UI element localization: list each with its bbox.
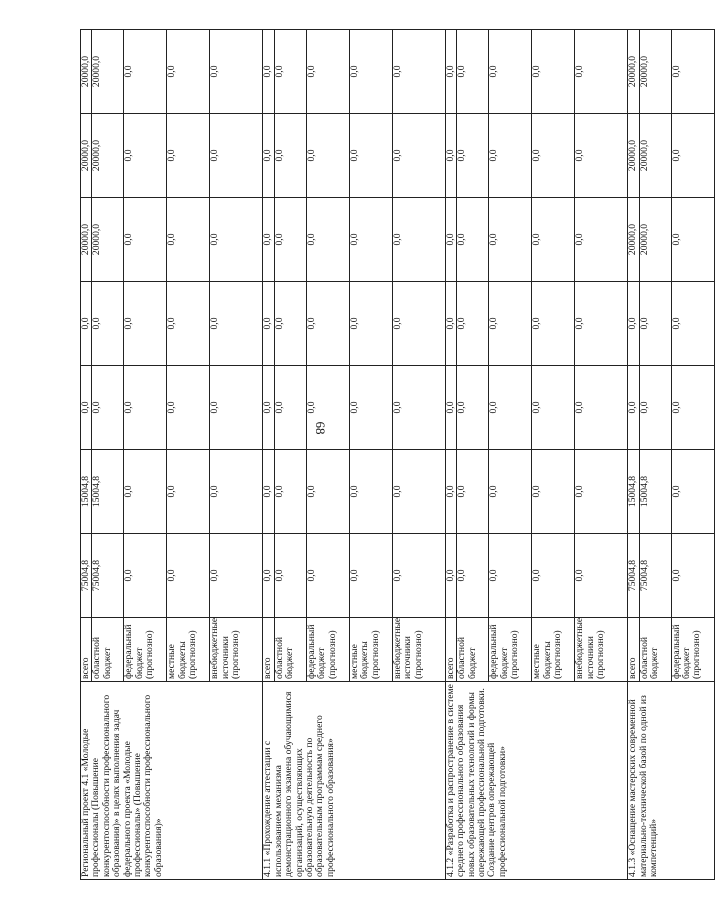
- amount-cell: 0,0: [210, 534, 263, 618]
- amount-cell: 0,0: [124, 450, 167, 534]
- amount-cell: 0,0: [532, 534, 575, 618]
- amount-cell: 0,0: [575, 366, 628, 450]
- amount-cell: 0,0: [489, 534, 532, 618]
- funding-source-cell: федеральный бюджет (прогнозно): [306, 618, 349, 682]
- amount-cell: 0,0: [167, 282, 210, 366]
- amount-cell: 0,0: [532, 198, 575, 282]
- amount-cell: 0,0: [274, 366, 306, 450]
- amount-cell: 0,0: [457, 198, 489, 282]
- amount-cell: 0,0: [628, 282, 639, 366]
- amount-cell: 0,0: [575, 534, 628, 618]
- amount-cell: 0,0: [274, 282, 306, 366]
- amount-cell: 0,0: [263, 114, 274, 198]
- funding-source-cell: областной бюджет: [457, 618, 489, 682]
- amount-cell: 0,0: [349, 198, 392, 282]
- amount-cell: 0,0: [445, 282, 456, 366]
- amount-cell: 0,0: [445, 30, 456, 114]
- amount-cell: 0,0: [274, 198, 306, 282]
- funding-source-cell: всего: [445, 618, 456, 682]
- page-number: 68: [313, 421, 328, 435]
- amount-cell: 75004,8: [628, 534, 639, 618]
- amount-cell: 20000,0: [628, 198, 639, 282]
- amount-cell: 20000,0: [639, 198, 671, 282]
- amount-cell: 0,0: [306, 366, 349, 450]
- amount-cell: 0,0: [639, 282, 671, 366]
- amount-cell: 0,0: [489, 114, 532, 198]
- amount-cell: 20000,0: [639, 114, 671, 198]
- table-row: [628, 30, 639, 880]
- amount-cell: 0,0: [671, 30, 714, 114]
- amount-cell: 0,0: [445, 114, 456, 198]
- project-name-cell: Региональный проект 4.1 «Молодые профессионалы (Повышение конкурентоспособности профессионального образования)» в целях выполнения задач федерального проекта «Молодые профессионалы» (Повышение конкурентоспособности профессионального образования)»: [81, 682, 263, 880]
- amount-cell: 0,0: [210, 30, 263, 114]
- amount-cell: 0,0: [392, 282, 445, 366]
- amount-cell: 20000,0: [81, 198, 92, 282]
- amount-cell: 0,0: [263, 534, 274, 618]
- amount-cell: 0,0: [210, 198, 263, 282]
- amount-cell: 0,0: [349, 30, 392, 114]
- amount-cell: 0,0: [124, 366, 167, 450]
- amount-cell: 0,0: [575, 282, 628, 366]
- amount-cell: 0,0: [392, 114, 445, 198]
- amount-cell: 0,0: [263, 198, 274, 282]
- amount-cell: 0,0: [167, 366, 210, 450]
- amount-cell: 0,0: [671, 282, 714, 366]
- rotated-page-content: [80, 30, 703, 880]
- amount-cell: 0,0: [306, 198, 349, 282]
- amount-cell: 20000,0: [628, 114, 639, 198]
- amount-cell: 0,0: [489, 450, 532, 534]
- amount-cell: 0,0: [210, 450, 263, 534]
- amount-cell: 0,0: [575, 114, 628, 198]
- funding-source-cell: местные бюджеты (прогнозно): [532, 618, 575, 682]
- amount-cell: 0,0: [671, 366, 714, 450]
- amount-cell: 0,0: [124, 534, 167, 618]
- amount-cell: 0,0: [392, 30, 445, 114]
- amount-cell: 0,0: [489, 282, 532, 366]
- amount-cell: 0,0: [263, 282, 274, 366]
- amount-cell: 0,0: [263, 450, 274, 534]
- amount-cell: 0,0: [532, 282, 575, 366]
- amount-cell: 0,0: [457, 114, 489, 198]
- amount-cell: 0,0: [167, 534, 210, 618]
- table-row: [81, 30, 92, 880]
- amount-cell: 0,0: [457, 30, 489, 114]
- amount-cell: 15004,8: [639, 450, 671, 534]
- amount-cell: 15004,8: [81, 450, 92, 534]
- amount-cell: 0,0: [671, 114, 714, 198]
- amount-cell: 0,0: [489, 198, 532, 282]
- amount-cell: 0,0: [457, 282, 489, 366]
- amount-cell: 75004,8: [81, 534, 92, 618]
- amount-cell: 20000,0: [81, 114, 92, 198]
- amount-cell: 0,0: [628, 366, 639, 450]
- amount-cell: 0,0: [92, 366, 124, 450]
- amount-cell: 0,0: [532, 366, 575, 450]
- amount-cell: 0,0: [263, 30, 274, 114]
- amount-cell: 0,0: [124, 30, 167, 114]
- amount-cell: 0,0: [349, 534, 392, 618]
- amount-cell: 20000,0: [81, 30, 92, 114]
- amount-cell: 0,0: [445, 198, 456, 282]
- funding-source-cell: федеральный бюджет (прогнозно): [489, 618, 532, 682]
- amount-cell: 0,0: [92, 282, 124, 366]
- funding-table: [80, 29, 715, 880]
- amount-cell: 0,0: [167, 450, 210, 534]
- amount-cell: 0,0: [349, 282, 392, 366]
- funding-source-cell: федеральный бюджет (прогнозно): [124, 618, 167, 682]
- amount-cell: 0,0: [489, 366, 532, 450]
- amount-cell: 0,0: [392, 198, 445, 282]
- amount-cell: 0,0: [639, 366, 671, 450]
- amount-cell: 0,0: [445, 366, 456, 450]
- amount-cell: 0,0: [671, 198, 714, 282]
- amount-cell: 0,0: [349, 450, 392, 534]
- amount-cell: 0,0: [306, 30, 349, 114]
- amount-cell: 0,0: [124, 198, 167, 282]
- amount-cell: 0,0: [124, 282, 167, 366]
- amount-cell: 0,0: [306, 534, 349, 618]
- amount-cell: 0,0: [392, 534, 445, 618]
- funding-source-cell: местные бюджеты (прогнозно): [167, 618, 210, 682]
- table-row: [263, 30, 274, 880]
- amount-cell: 0,0: [263, 366, 274, 450]
- amount-cell: 0,0: [274, 534, 306, 618]
- amount-cell: 0,0: [457, 534, 489, 618]
- funding-source-cell: внебюджетные источники (прогнозно): [210, 618, 263, 682]
- amount-cell: 0,0: [81, 366, 92, 450]
- amount-cell: 0,0: [210, 366, 263, 450]
- amount-cell: 0,0: [167, 198, 210, 282]
- amount-cell: 0,0: [457, 366, 489, 450]
- amount-cell: 0,0: [167, 114, 210, 198]
- amount-cell: 0,0: [210, 114, 263, 198]
- amount-cell: 0,0: [671, 534, 714, 618]
- amount-cell: 0,0: [210, 282, 263, 366]
- funding-source-cell: областной бюджет: [639, 618, 671, 682]
- amount-cell: 0,0: [532, 450, 575, 534]
- amount-cell: 0,0: [306, 282, 349, 366]
- amount-cell: 20000,0: [92, 30, 124, 114]
- amount-cell: 0,0: [575, 30, 628, 114]
- amount-cell: 0,0: [671, 450, 714, 534]
- project-name-cell: 4.1.1 «Прохождение аттестации с использованием механизма демонстрационного экзамена обучающимися организаций, осуществляющих образовательную деятельность по образовательным программам среднего профессионального образования»: [263, 682, 445, 880]
- funding-source-cell: областной бюджет: [274, 618, 306, 682]
- amount-cell: 0,0: [274, 450, 306, 534]
- amount-cell: 0,0: [532, 114, 575, 198]
- funding-source-cell: внебюджетные источники (прогнозно): [392, 618, 445, 682]
- amount-cell: 15004,8: [628, 450, 639, 534]
- amount-cell: 0,0: [306, 450, 349, 534]
- amount-cell: 0,0: [575, 198, 628, 282]
- amount-cell: 0,0: [489, 30, 532, 114]
- amount-cell: 0,0: [392, 450, 445, 534]
- amount-cell: 0,0: [167, 30, 210, 114]
- amount-cell: 15004,8: [92, 450, 124, 534]
- amount-cell: 0,0: [349, 114, 392, 198]
- funding-source-cell: всего: [628, 618, 639, 682]
- amount-cell: 20000,0: [92, 114, 124, 198]
- amount-cell: 20000,0: [639, 30, 671, 114]
- funding-source-cell: местные бюджеты (прогнозно): [349, 618, 392, 682]
- amount-cell: 0,0: [349, 366, 392, 450]
- amount-cell: 20000,0: [628, 30, 639, 114]
- project-name-cell: 4.1.3 «Оснащение мастерских современной материально-технической базой по одной из компетенций»: [628, 682, 714, 880]
- funding-source-cell: всего: [263, 618, 274, 682]
- amount-cell: 0,0: [274, 114, 306, 198]
- amount-cell: 0,0: [445, 534, 456, 618]
- funding-source-cell: федеральный бюджет (прогнозно): [671, 618, 714, 682]
- amount-cell: 0,0: [81, 282, 92, 366]
- project-name-cell: 4.1.2 «Разработка и распространение в системе среднего профессионального образования новых образовательных технологий и формы опережающей профессиональной подготовки. Создание центров опережающей профессиональной подготовки»: [445, 682, 627, 880]
- table-row: [445, 30, 456, 880]
- amount-cell: 0,0: [575, 450, 628, 534]
- funding-source-cell: внебюджетные источники (прогнозно): [575, 618, 628, 682]
- amount-cell: 0,0: [445, 450, 456, 534]
- funding-source-cell: всего: [81, 618, 92, 682]
- amount-cell: 0,0: [124, 114, 167, 198]
- amount-cell: 75004,8: [92, 534, 124, 618]
- amount-cell: 0,0: [457, 450, 489, 534]
- amount-cell: 0,0: [306, 114, 349, 198]
- amount-cell: 0,0: [532, 30, 575, 114]
- amount-cell: 0,0: [392, 366, 445, 450]
- amount-cell: 75004,8: [639, 534, 671, 618]
- amount-cell: 20000,0: [92, 198, 124, 282]
- amount-cell: 0,0: [274, 30, 306, 114]
- funding-source-cell: областной бюджет: [92, 618, 124, 682]
